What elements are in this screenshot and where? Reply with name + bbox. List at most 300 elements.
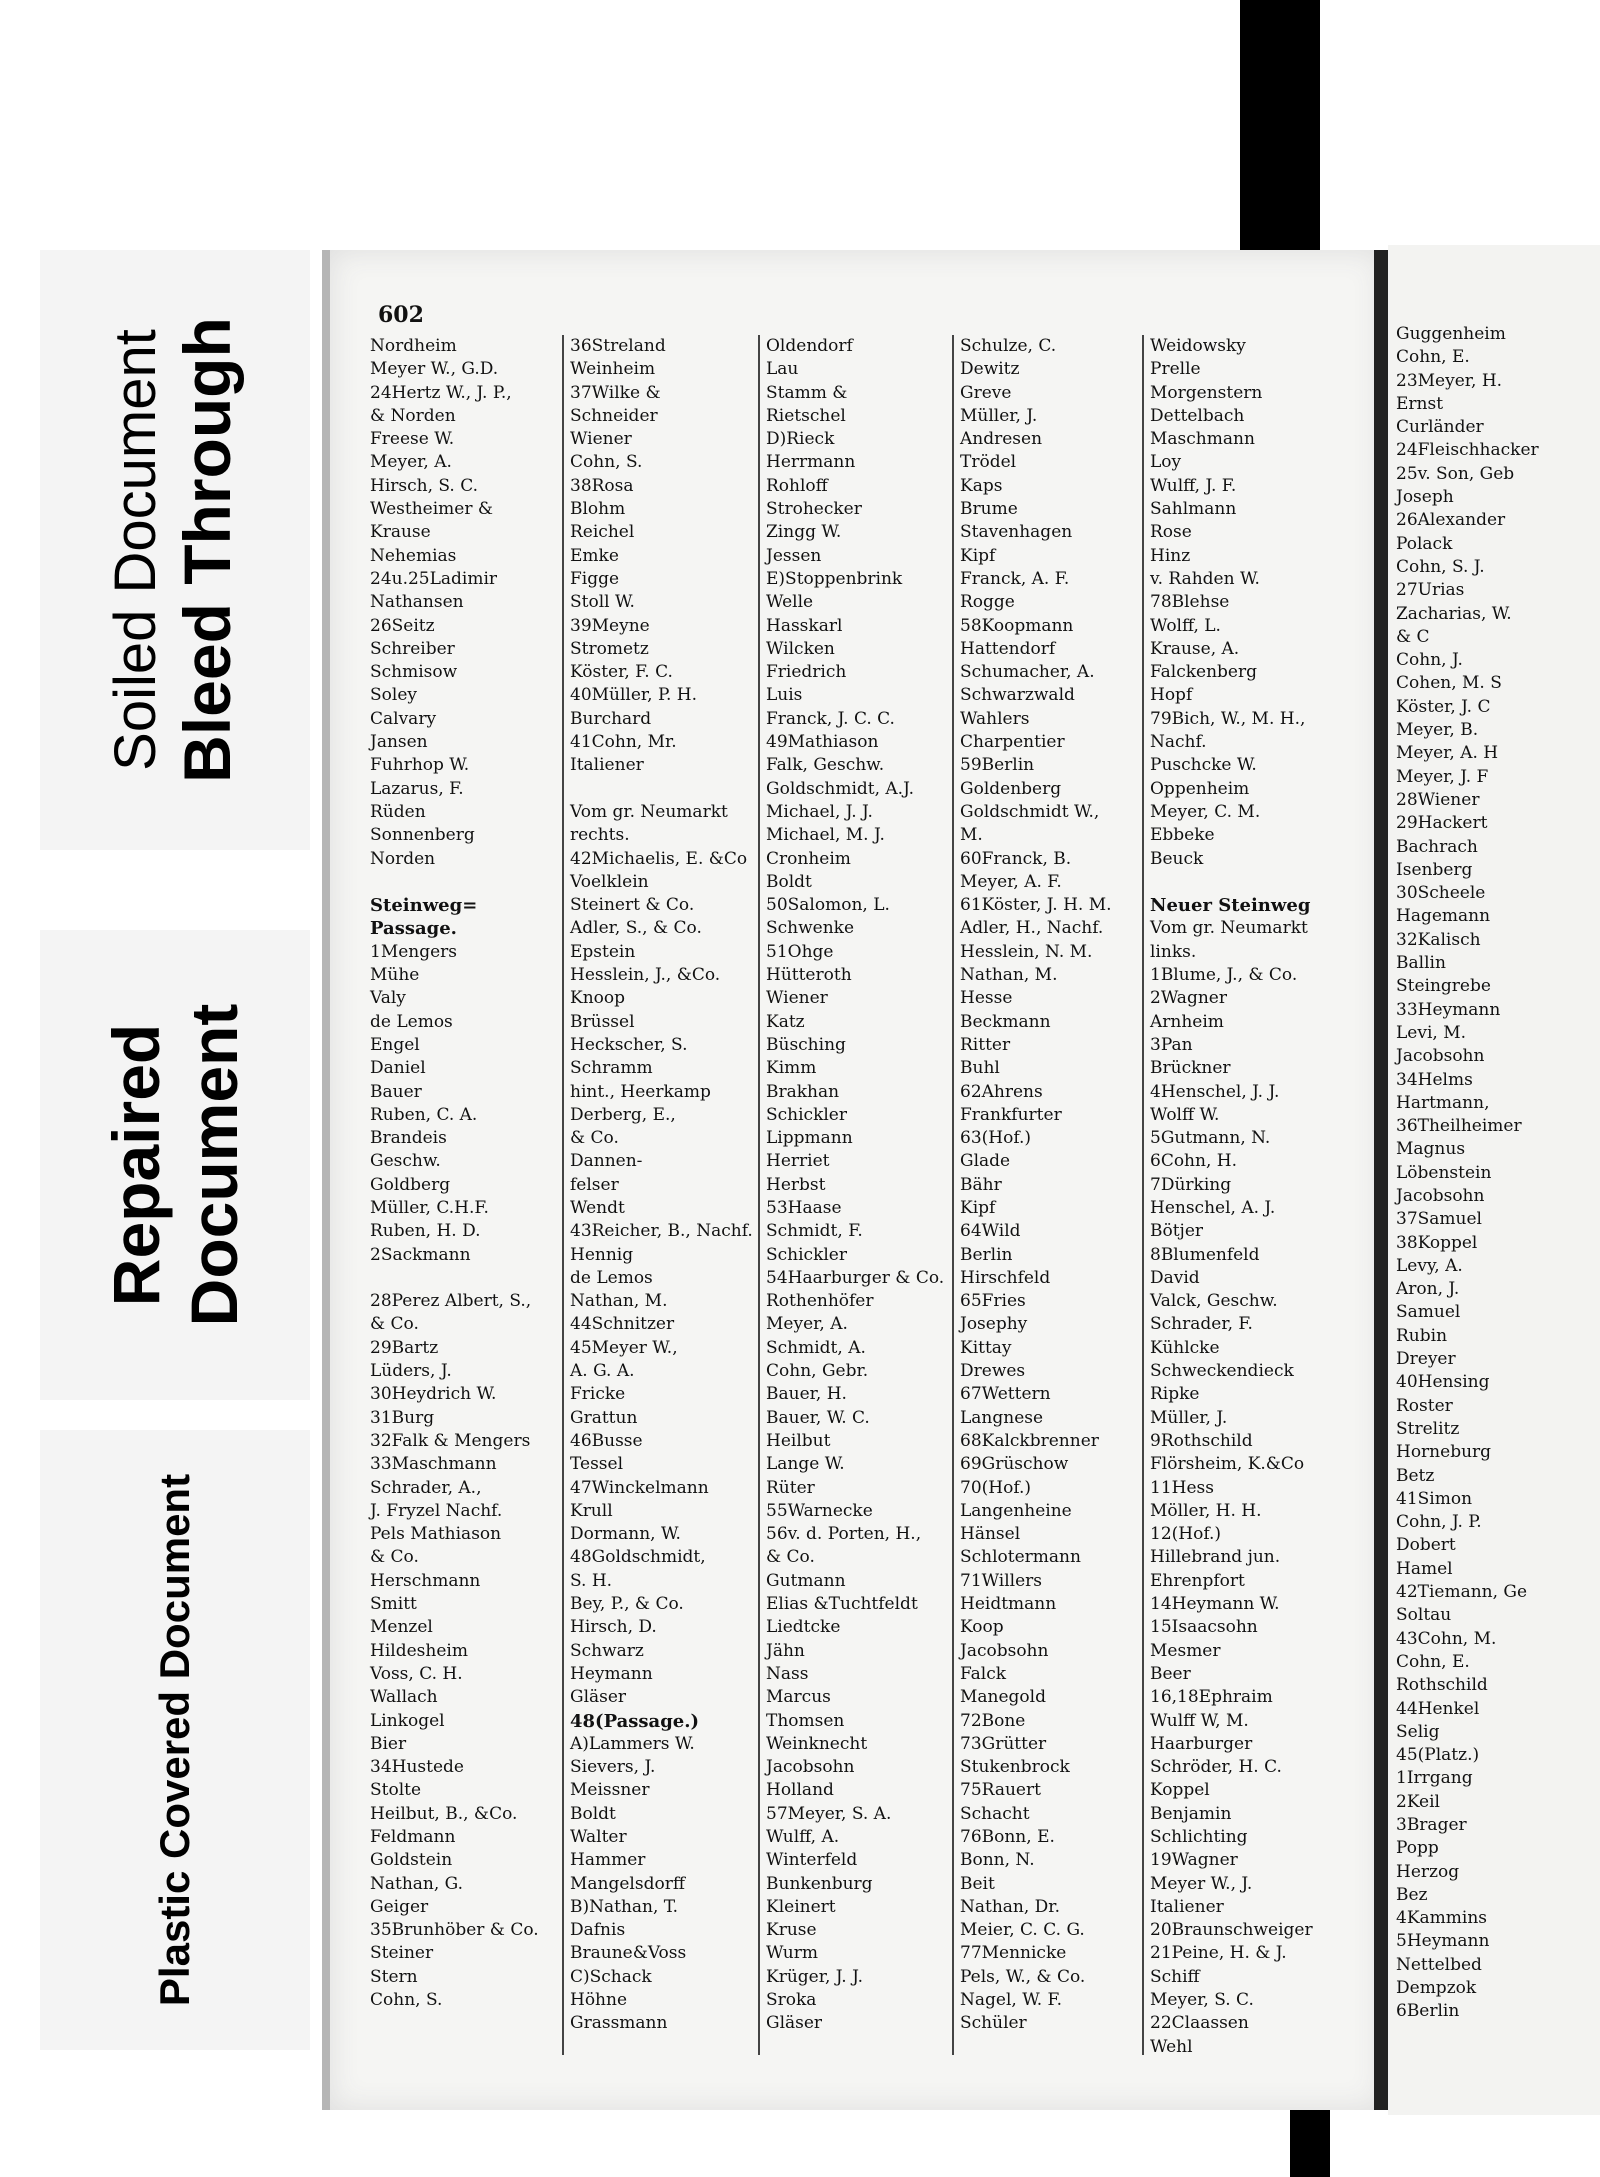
- directory-entry: Liedtcke: [766, 1617, 841, 1638]
- directory-entry: 33Heymann: [1396, 999, 1501, 1020]
- directory-entry: Blohm: [570, 499, 626, 520]
- directory-entry: Vom gr. Neumarkt: [570, 801, 728, 822]
- directory-entry: Valck, Geschw.: [1150, 1291, 1278, 1312]
- directory-entry: Brückner: [1150, 1058, 1231, 1079]
- directory-entry: Holland: [766, 1780, 834, 1801]
- directory-entry: Bötjer: [1150, 1221, 1204, 1242]
- directory-entry: 77Mennicke: [960, 1943, 1067, 1964]
- directory-entry: 62Ahrens: [960, 1081, 1043, 1102]
- directory-entry: Jacobsohn: [766, 1757, 855, 1778]
- directory-entry: Goldschmidt W.,: [960, 801, 1100, 822]
- directory-entry: Rüter: [766, 1477, 815, 1498]
- directory-entry: Wurm: [766, 1943, 818, 1964]
- directory-entry: Figge: [570, 568, 620, 589]
- directory-entry: Herzog: [1396, 1861, 1460, 1882]
- directory-entry: 40Hensing: [1396, 1372, 1490, 1393]
- directory-entry: 24Fleischhacker: [1396, 440, 1539, 461]
- directory-entry: Steinert & Co.: [570, 895, 695, 916]
- directory-entry: Schrader, F.: [1150, 1314, 1253, 1335]
- directory-entry: Stamm &: [766, 382, 848, 403]
- directory-entry: 37Samuel: [1396, 1209, 1482, 1230]
- directory-entry: Beuck: [1150, 848, 1204, 869]
- directory-entry: Hänsel: [960, 1524, 1021, 1545]
- directory-entry: Kipf: [960, 545, 996, 566]
- directory-entry: Cohn, J. P.: [1396, 1512, 1482, 1533]
- directory-entry: [370, 871, 539, 894]
- directory-entry: Thomsen: [766, 1710, 845, 1731]
- directory-entry: Jessen: [766, 545, 822, 566]
- directory-entry: Höhne: [570, 1990, 628, 2011]
- directory-entry: Stoll W.: [570, 592, 635, 613]
- directory-entry: Bonn, N.: [960, 1850, 1035, 1871]
- directory-entry: 25v. Son, Geb: [1396, 463, 1515, 484]
- directory-entry: Schiff: [1150, 1966, 1200, 1987]
- directory-entry: Geiger: [370, 1896, 429, 1917]
- directory-entry: J. Fryzel Nachf.: [370, 1500, 503, 1521]
- directory-entry: 40Müller, P. H.: [570, 685, 698, 706]
- directory-entry: de Lemos: [370, 1011, 453, 1032]
- directory-entry: Hamel: [1396, 1558, 1453, 1579]
- directory-entry: 67Wettern: [960, 1384, 1051, 1405]
- directory-entry: 8Blumenfeld: [1150, 1244, 1260, 1265]
- directory-entry: Wolff, L.: [1150, 615, 1221, 636]
- directory-entry: Meyer W., J.: [1150, 1873, 1253, 1894]
- directory-entry: 46Busse: [570, 1430, 643, 1451]
- directory-entry: Weinheim: [570, 359, 656, 380]
- directory-entry: Bier: [370, 1733, 407, 1754]
- directory-entry: Franck, A. F.: [960, 568, 1070, 589]
- directory-entry: Schickler: [766, 1104, 847, 1125]
- directory-entry: Krause, A.: [1150, 638, 1240, 659]
- directory-entry: 39Meyne: [570, 615, 650, 636]
- directory-entry: Koop: [960, 1617, 1004, 1638]
- directory-entry: Köster, J. C: [1396, 696, 1491, 717]
- directory-entry: Hammer: [570, 1850, 646, 1871]
- directory-entry: Rogge: [960, 592, 1015, 613]
- directory-entry: Samuel: [1396, 1302, 1461, 1323]
- directory-entry: Luis: [766, 685, 803, 706]
- directory-entry: Nordheim: [370, 336, 457, 356]
- directory-entry: 54Haarburger & Co.: [766, 1267, 945, 1288]
- directory-entry: 6Cohn, H.: [1150, 1151, 1237, 1172]
- directory-entry: Hillebrand jun.: [1150, 1547, 1281, 1568]
- directory-entry: 1Mengers: [370, 941, 458, 962]
- directory-entry: Hopf: [1150, 685, 1193, 706]
- directory-entry: 59Berlin: [960, 755, 1035, 776]
- directory-entry: Benjamin: [1150, 1803, 1232, 1824]
- directory-entry: Meyer, A. F.: [960, 871, 1062, 892]
- directory-entry: Nachf.: [1150, 732, 1207, 753]
- column-2: [570, 335, 753, 2036]
- directory-entry: Müller, J.: [960, 405, 1038, 426]
- directory-entry: 56v. d. Porten, H.,: [766, 1524, 922, 1545]
- directory-entry: Goldenberg: [960, 778, 1062, 799]
- column-3: [766, 335, 944, 2036]
- directory-entry: Meyer, C. M.: [1150, 801, 1261, 822]
- directory-entry: Koppel: [1150, 1780, 1210, 1801]
- directory-entry: 15Isaacsohn: [1150, 1617, 1258, 1638]
- page-number: 602: [378, 302, 424, 328]
- directory-entry: 58Koopmann: [960, 615, 1074, 636]
- directory-entry: Nathan, G.: [370, 1873, 464, 1894]
- directory-entry: Pels, W., & Co.: [960, 1966, 1086, 1987]
- directory-entry: Nass: [766, 1663, 809, 1684]
- directory-entry: de Lemos: [570, 1267, 653, 1288]
- directory-entry: A)Lammers W.: [570, 1733, 695, 1754]
- directory-entry: Dafnis: [570, 1920, 626, 1941]
- directory-entry: Dempzok: [1396, 1978, 1477, 1999]
- directory-entry: Krull: [570, 1500, 613, 1521]
- directory-entry: Brandeis: [370, 1128, 447, 1149]
- column-divider: [952, 335, 954, 2055]
- directory-entry: Dormann, W.: [570, 1524, 681, 1545]
- directory-entry: Flörsheim, K.&Co: [1150, 1454, 1305, 1475]
- directory-entry: Hesslein, J., &Co.: [570, 965, 721, 986]
- directory-entry: Grassmann: [570, 2013, 668, 2034]
- directory-entry: Hütteroth: [766, 965, 852, 986]
- directory-entry: Schröder, H. C.: [1150, 1757, 1282, 1778]
- directory-entry: 1Irrgang: [1396, 1768, 1473, 1789]
- directory-entry: Geschw.: [370, 1151, 441, 1172]
- directory-entry: 38Rosa: [570, 475, 634, 496]
- soiled-document-label: Soiled Document: [103, 329, 168, 771]
- directory-entry: Trödel: [960, 452, 1017, 473]
- directory-entry: Beer: [1150, 1663, 1191, 1684]
- directory-entry: Steinweg=: [370, 895, 478, 917]
- directory-entry: Schramm: [570, 1058, 653, 1079]
- directory-entry: Adler, S., & Co.: [570, 918, 702, 939]
- directory-entry: Steingrebe: [1396, 976, 1491, 997]
- directory-entry: Langnese: [960, 1407, 1044, 1428]
- directory-entry: & Co.: [570, 1128, 619, 1149]
- directory-entry: Voelklein: [570, 871, 649, 892]
- document-label: Document: [177, 1003, 251, 1327]
- directory-entry: Kleinert: [766, 1896, 836, 1917]
- directory-entry: Dettelbach: [1150, 405, 1245, 426]
- directory-entry: Braune&Voss: [570, 1943, 687, 1964]
- directory-entry: 30Scheele: [1396, 883, 1486, 904]
- directory-entry: Wahlers: [960, 708, 1030, 729]
- directory-entry: Schwarz: [570, 1640, 644, 1661]
- directory-entry: Dobert: [1396, 1535, 1456, 1556]
- directory-entry: Elias &Tuchtfeldt: [766, 1594, 918, 1615]
- directory-entry: Hesse: [960, 988, 1013, 1009]
- directory-entry: Guggenheim: [1396, 324, 1506, 344]
- directory-entry: Heckscher, S.: [570, 1034, 688, 1055]
- directory-entry: S. H.: [570, 1570, 613, 1591]
- directory-entry: 49Mathiason: [766, 732, 879, 753]
- directory-entry: Zacharias, W.: [1396, 603, 1512, 624]
- directory-entry: Cohn, J.: [1396, 650, 1463, 671]
- directory-entry: 44Schnitzer: [570, 1314, 675, 1335]
- directory-entry: Krüger, J. J.: [766, 1966, 863, 1987]
- directory-entry: Roster: [1396, 1395, 1453, 1416]
- directory-entry: Wiener: [570, 429, 632, 450]
- directory-entry: Boldt: [766, 871, 812, 892]
- directory-entry: 34Hustede: [370, 1757, 464, 1778]
- directory-entry: 38Koppel: [1396, 1232, 1478, 1253]
- directory-entry: Wulff, A.: [766, 1827, 840, 1847]
- directory-entry: 6Berlin: [1396, 2001, 1460, 2022]
- directory-entry: Katz: [766, 1011, 805, 1032]
- directory-entry: Fuhrhop W.: [370, 755, 470, 776]
- directory-entry: 1Blume, J., & Co.: [1150, 965, 1298, 986]
- directory-entry: Emke: [570, 545, 619, 566]
- directory-entry: Betz: [1396, 1465, 1435, 1486]
- directory-entry: Lau: [766, 359, 799, 380]
- directory-entry: Epstein: [570, 941, 636, 962]
- adjacent-page-column: [1396, 323, 1539, 2024]
- directory-entry: Berlin: [960, 1244, 1013, 1265]
- directory-entry: Levi, M.: [1396, 1022, 1467, 1043]
- directory-entry: Nehemias: [370, 545, 457, 566]
- directory-entry: Bähr: [960, 1174, 1002, 1195]
- directory-entry: Bachrach: [1396, 836, 1478, 857]
- directory-entry: Joseph: [1396, 487, 1454, 508]
- directory-entry: Dreyer: [1396, 1349, 1456, 1370]
- directory-entry: Strometz: [570, 638, 649, 659]
- directory-entry: Soltau: [1396, 1605, 1452, 1626]
- adjacent-page: [1388, 245, 1600, 2115]
- directory-entry: Nathan, M.: [570, 1291, 668, 1312]
- directory-entry: Italiener: [570, 755, 644, 776]
- directory-entry: Italiener: [1150, 1896, 1224, 1917]
- column-1: [370, 335, 539, 2012]
- directory-entry: Selig: [1396, 1721, 1440, 1742]
- directory-entry: Bunkenburg: [766, 1873, 873, 1894]
- directory-entry: Welle: [766, 592, 814, 613]
- soiled-bleed-label-tab: [40, 250, 310, 850]
- directory-entry: Ernst: [1396, 393, 1444, 414]
- directory-entry: Schmidt, A.: [766, 1337, 866, 1358]
- directory-entry: Vom gr. Neumarkt: [1150, 918, 1308, 939]
- directory-entry: 60Franck, B.: [960, 848, 1072, 869]
- bleed-through-label: Bleed Through: [170, 317, 244, 783]
- directory-entry: Meyer, J. F: [1396, 766, 1489, 787]
- directory-entry: 22Claassen: [1150, 2013, 1249, 2034]
- directory-entry: Glade: [960, 1151, 1011, 1172]
- directory-entry: 68Kalckbrenner: [960, 1430, 1099, 1451]
- directory-entry: Cohn, Gebr.: [766, 1361, 869, 1382]
- directory-entry: 32Falk & Mengers: [370, 1430, 531, 1451]
- directory-entry: Schüler: [960, 2013, 1027, 2034]
- directory-entry: Soley: [370, 685, 417, 706]
- directory-entry: Schickler: [766, 1244, 847, 1265]
- directory-entry: 30Heydrich W.: [370, 1384, 497, 1405]
- directory-entry: Rietschel: [766, 405, 846, 426]
- directory-entry: 26Seitz: [370, 615, 435, 636]
- directory-entry: 29Bartz: [370, 1337, 439, 1358]
- directory-entry: Hasskarl: [766, 615, 843, 636]
- directory-entry: Beit: [960, 1873, 995, 1894]
- directory-entry: Ebbeke: [1150, 825, 1215, 846]
- directory-entry: 21Peine, H. & J.: [1150, 1943, 1287, 1964]
- directory-entry: 50Salomon, L.: [766, 895, 890, 916]
- directory-entry: Rubin: [1396, 1325, 1448, 1346]
- directory-entry: Hartmann,: [1396, 1092, 1490, 1113]
- directory-entry: Knoop: [570, 988, 626, 1009]
- directory-entry: Magnus: [1396, 1139, 1466, 1160]
- directory-entry: Hirsch, D.: [570, 1617, 657, 1638]
- directory-entry: 48(Passage.): [570, 1710, 700, 1732]
- directory-entry: Hildesheim: [370, 1640, 468, 1661]
- directory-entry: Sroka: [766, 1990, 817, 2011]
- directory-entry: Goldstein: [370, 1850, 453, 1871]
- directory-entry: 34Helms: [1396, 1069, 1473, 1090]
- directory-entry: Stolte: [370, 1780, 422, 1801]
- directory-entry: Maschmann: [1150, 429, 1255, 450]
- directory-entry: Gläser: [570, 1687, 627, 1708]
- directory-entry: Möller, H. H.: [1150, 1500, 1262, 1521]
- directory-entry: 36Streland: [570, 336, 666, 356]
- directory-entry: 79Bich, W., M. H.,: [1150, 708, 1306, 729]
- directory-entry: Ehrenpfort: [1150, 1570, 1245, 1591]
- directory-entry: Cohn, E.: [1396, 347, 1470, 368]
- directory-entry: Bauer, W. C.: [766, 1407, 870, 1428]
- directory-entry: Schacht: [960, 1803, 1030, 1824]
- directory-entry: Nathansen: [370, 592, 464, 613]
- directory-entry: Reichel: [570, 522, 635, 543]
- directory-entry: 28Wiener: [1396, 789, 1480, 810]
- directory-entry: Oppenheim: [1150, 778, 1250, 799]
- directory-entry: Bauer, H.: [766, 1384, 847, 1405]
- directory-entry: Schlichting: [1150, 1827, 1248, 1847]
- directory-entry: Lazarus, F.: [370, 778, 464, 799]
- directory-entry: Sahlmann: [1150, 499, 1237, 520]
- plastic-label-tab: [40, 1430, 310, 2050]
- directory-entry: Westheimer &: [370, 499, 493, 520]
- directory-entry: Wilcken: [766, 638, 835, 659]
- directory-entry: 72Bone: [960, 1710, 1026, 1731]
- directory-entry: Kipf: [960, 1197, 996, 1218]
- directory-entry: Popp: [1396, 1838, 1439, 1859]
- directory-entry: Dewitz: [960, 359, 1020, 380]
- directory-entry: Lange W.: [766, 1454, 845, 1475]
- directory-entry: 19Wagner: [1150, 1850, 1238, 1871]
- directory-entry: 76Bonn, E.: [960, 1827, 1055, 1847]
- black-bar-top: [1240, 0, 1320, 250]
- directory-entry: Heidtmann: [960, 1594, 1057, 1615]
- directory-entry: Rothschild: [1396, 1675, 1488, 1696]
- repaired-label: Repaired: [99, 1023, 173, 1307]
- directory-entry: Müller, J.: [1150, 1407, 1228, 1428]
- directory-entry: 75Rauert: [960, 1780, 1041, 1801]
- directory-entry: 24Hertz W., J. P.,: [370, 382, 512, 403]
- directory-entry: 7Dürking: [1150, 1174, 1232, 1195]
- directory-entry: Adler, H., Nachf.: [960, 918, 1104, 939]
- directory-entry: 5Gutmann, N.: [1150, 1128, 1271, 1149]
- directory-entry: Nagel, W. F.: [960, 1990, 1063, 2011]
- directory-entry: Polack: [1396, 533, 1453, 554]
- directory-entry: Wendt: [570, 1197, 625, 1218]
- directory-entry: Hagemann: [1396, 906, 1491, 927]
- directory-entry: Cohn, S.: [370, 1990, 443, 2011]
- directory-entry: Schreiber: [370, 638, 455, 659]
- directory-entry: Dannen-: [570, 1151, 643, 1172]
- directory-entry: Kittay: [960, 1337, 1012, 1358]
- directory-entry: Frankfurter: [960, 1104, 1062, 1125]
- directory-entry: Jähn: [766, 1640, 805, 1661]
- directory-entry: Ripke: [1150, 1384, 1200, 1405]
- directory-entry: Stern: [370, 1966, 418, 1987]
- directory-entry: 31Burg: [370, 1407, 435, 1428]
- directory-entry: Heymann: [570, 1663, 653, 1684]
- directory-entry: Michael, J. J.: [766, 801, 873, 822]
- directory-entry: Ballin: [1396, 953, 1446, 974]
- directory-entry: Brume: [960, 499, 1018, 520]
- directory-entry: [370, 1267, 539, 1290]
- directory-entry: 11Hess: [1150, 1477, 1214, 1498]
- directory-entry: E)Stoppenbrink: [766, 568, 903, 589]
- directory-entry: Morgenstern: [1150, 382, 1263, 403]
- directory-entry: Bey, P., & Co.: [570, 1594, 684, 1615]
- directory-entry: Buhl: [960, 1058, 1000, 1079]
- column-divider: [758, 335, 760, 2055]
- directory-entry: Cohn, E.: [1396, 1651, 1470, 1672]
- directory-entry: 42Michaelis, E. &Co: [570, 848, 748, 869]
- directory-entry: links.: [1150, 941, 1197, 962]
- directory-entry: 2Sackmann: [370, 1244, 471, 1265]
- directory-entry: 14Heymann W.: [1150, 1594, 1280, 1615]
- directory-entry: Hesslein, N. M.: [960, 941, 1093, 962]
- directory-entry: 3Pan: [1150, 1034, 1193, 1055]
- directory-entry: 73Grütter: [960, 1733, 1047, 1754]
- directory-entry: Feldmann: [370, 1827, 456, 1847]
- directory-entry: 44Henkel: [1396, 1698, 1480, 1719]
- directory-entry: Schwenke: [766, 918, 855, 939]
- directory-entry: Meissner: [570, 1780, 650, 1801]
- directory-entry: Herrmann: [766, 452, 856, 473]
- directory-entry: Puschcke W.: [1150, 755, 1257, 776]
- directory-entry: Smitt: [370, 1594, 417, 1615]
- directory-entry: Weidowsky: [1150, 336, 1246, 356]
- directory-entry: 4Henschel, J. J.: [1150, 1081, 1280, 1102]
- directory-entry: Tessel: [570, 1454, 624, 1475]
- directory-entry: Curländer: [1396, 417, 1484, 438]
- directory-entry: Rüden: [370, 801, 426, 822]
- directory-entry: Rothenhöfer: [766, 1291, 874, 1312]
- directory-entry: Goldschmidt, A.J.: [766, 778, 914, 799]
- directory-entry: 71Willers: [960, 1570, 1043, 1591]
- directory-page: [322, 250, 1382, 2110]
- directory-entry: Strelitz: [1396, 1418, 1460, 1439]
- directory-entry: Henschel, A. J.: [1150, 1197, 1276, 1218]
- directory-entry: Burchard: [570, 708, 652, 729]
- directory-entry: Bez: [1396, 1884, 1428, 1905]
- directory-entry: Grattun: [570, 1407, 638, 1428]
- directory-entry: Valy: [370, 988, 406, 1009]
- directory-entry: Linkogel: [370, 1710, 445, 1731]
- directory-entry: Pels Mathiason: [370, 1524, 502, 1545]
- book-gutter: [1374, 250, 1388, 2110]
- directory-entry: 32Kalisch: [1396, 929, 1481, 950]
- directory-entry: Meyer, B.: [1396, 720, 1479, 741]
- directory-entry: Schneider: [570, 405, 658, 426]
- directory-entry: Lüders, J.: [370, 1361, 452, 1382]
- directory-entry: Kimm: [766, 1058, 817, 1079]
- directory-entry: Hinz: [1150, 545, 1191, 566]
- directory-entry: 9Rothschild: [1150, 1430, 1253, 1451]
- directory-entry: 41Cohn, Mr.: [570, 732, 677, 753]
- directory-entry: v. Rahden W.: [1150, 568, 1260, 589]
- directory-entry: [1150, 871, 1313, 894]
- directory-entry: 26Alexander: [1396, 510, 1506, 531]
- directory-entry: Wulff, J. F.: [1150, 475, 1237, 496]
- directory-entry: Andresen: [960, 429, 1043, 450]
- directory-entry: Herschmann: [370, 1570, 481, 1591]
- directory-entry: Schrader, A.,: [370, 1477, 482, 1498]
- directory-entry: 57Meyer, S. A.: [766, 1803, 892, 1824]
